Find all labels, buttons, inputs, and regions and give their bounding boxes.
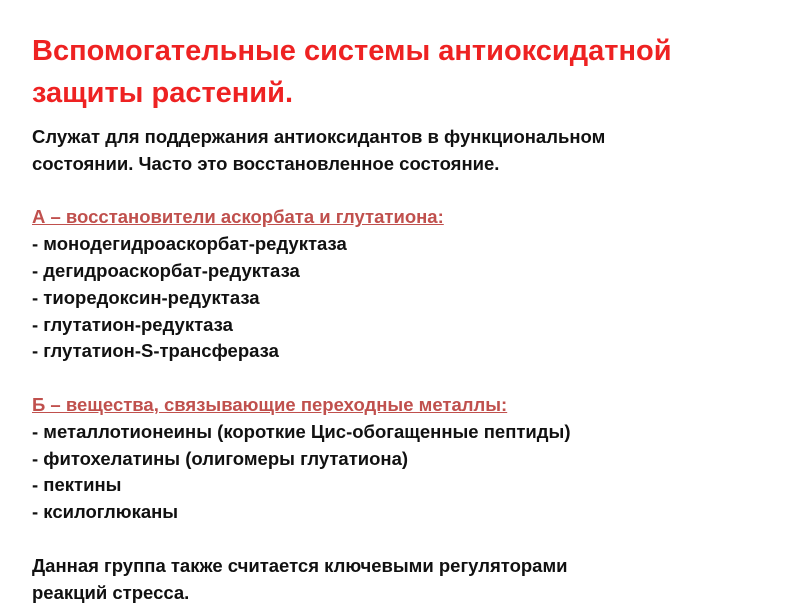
spacer [32,365,772,392]
section-b-item: - фитохелатины (олигомеры глутатиона) [32,447,409,469]
section-a-item: - глутатион-S-трансфераза [32,340,279,362]
section-b-item: - ксилоглюканы [32,501,179,523]
conclusion-line-2: реакций стресса. [32,581,190,603]
section-a-item: - тиоредоксин-редуктаза [32,286,260,308]
intro-line-1: Служат для поддержания антиоксидантов в функциональном [32,126,606,147]
section-a-heading: А – восстановители аскорбата и глутатиона: [32,206,444,228]
slide-body [32,124,772,606]
spacer [32,526,772,553]
section-b-heading: Б – вещества, связывающие переходные металлы: [32,393,508,415]
section-b-item: - пектины [32,474,122,496]
slide-title-line-2: защиты растений. [32,77,294,109]
slide-title [32,30,782,114]
section-a-item: - глутатион-редуктаза [32,313,233,335]
section-a-item: - дегидроаскорбат-редуктаза [32,259,300,281]
spacer [32,178,772,205]
section-b-item: - металлотионеины (короткие Цис-обогащенные пептиды) [32,420,571,442]
intro-line-2: состоянии. Часто это восстановленное состояние. [32,152,500,174]
conclusion-line-1: Данная группа также считается ключевыми регуляторами [32,554,568,576]
section-a-item: - монодегидроаскорбат-редуктаза [32,233,347,255]
slide-title-line-1: Вспомогательные системы антиоксидатной [32,35,672,67]
